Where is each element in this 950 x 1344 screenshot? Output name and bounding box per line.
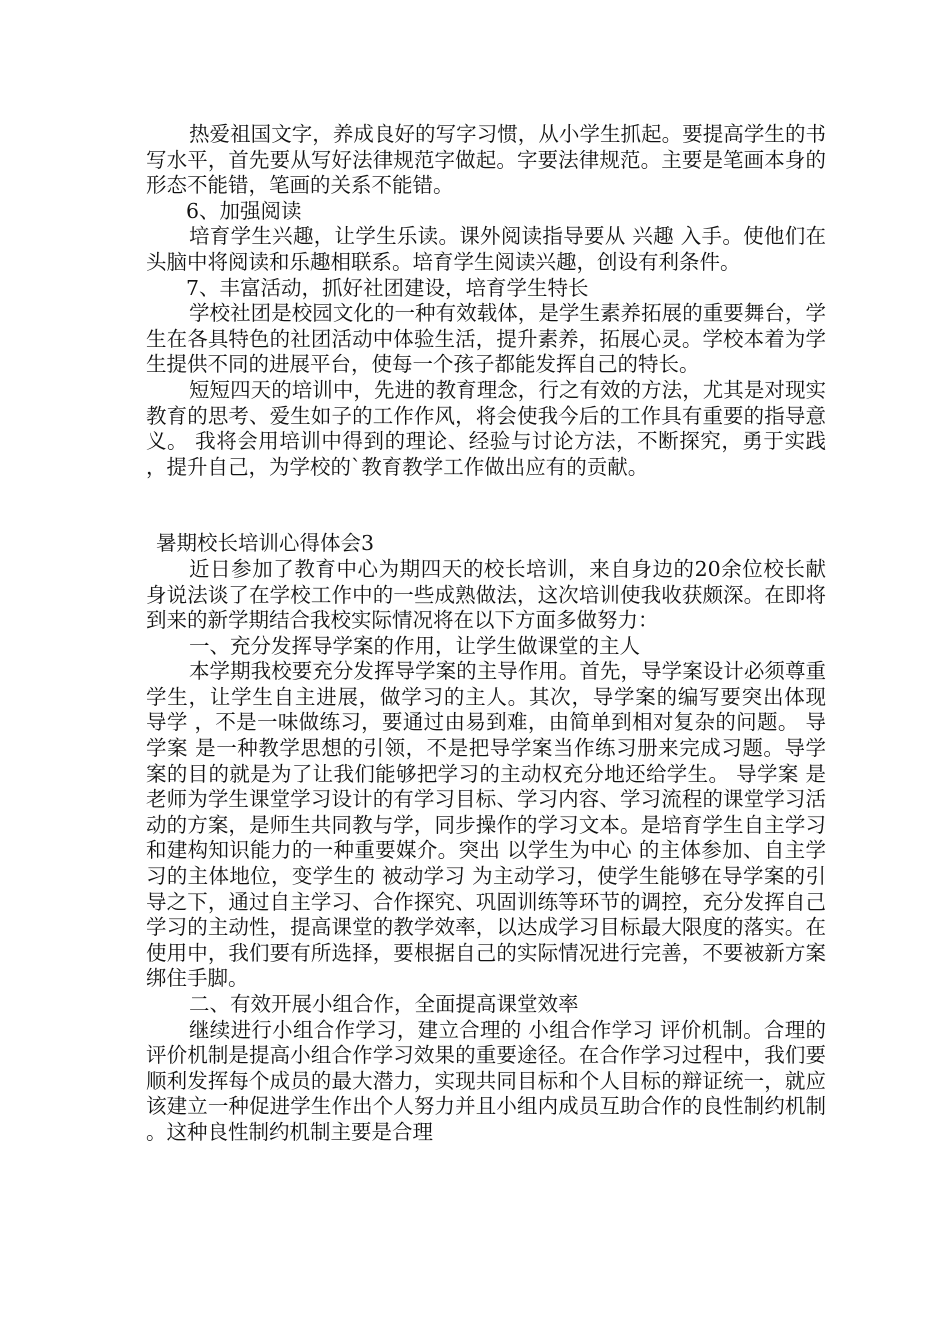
heading-reading: 6、加强阅读 (186, 198, 302, 223)
heading-guided-learning: 一、充分发挥导学案的作用，让学生做课堂的主人 (189, 633, 640, 658)
paragraph-handwriting: 热爱祖国文字，养成良好的写字习惯，从小学生抓起。要提高学生的书写水平，首先要从写好法律规范字做起。字要法律规范。主要是笔画本身的形态不能错，笔画的关系不能错。 (146, 122, 826, 198)
heading-activities: 7、丰富活动，抓好社团建设，培育学生特长 (186, 275, 589, 300)
paragraph-group-cooperation: 继续进行小组合作学习，建立合理的 小组合作学习 评价机制。合理的评价机制是提高小组合作学习效果的重要途径。在合作学习过程中，我们要顺利发挥每个成员的最大潜力，实现共同目标和个人目标的辩证统一，就应该建立一种促进学生作出个人努力并且小组内成员互助合作的良性制约机制。这种良性制约机制主要是合理 (146, 1017, 826, 1144)
heading-group-cooperation: 二、有效开展小组合作，全面提高课堂效率 (189, 992, 579, 1016)
paragraph-clubs: 学校社团是校园文化的一种有效载体，是学生素养拓展的重要舞台，学生在各具特色的社团活动中体验生活，提升素养，拓展心灵。学校本着为学生提供不同的进展平台，使每一个孩子都能发挥自己的特长。 (146, 301, 826, 377)
document-page (146, 122, 826, 1146)
paragraph-conclusion: 短短四天的培训中，先进的教育理念，行之有效的方法，尤其是对现实教育的思考、爱生如子的工作作风，将会使我今后的工作具有重要的指导意义。 我将会用培训中得到的理论、经验与讨论方法，不断探究，勇于实践，提升自己，为学校的`教育教学工作做出应有的贡献。 (146, 377, 826, 479)
blank-spacer (146, 480, 826, 531)
section-title: 暑期校长培训心得体会3 (156, 531, 375, 556)
paragraph-reading: 培育学生兴趣，让学生乐读。课外阅读指导要从 兴趣 入手。使他们在头脑中将阅读和乐趣相联系。培育学生阅读兴趣，创设有利条件。 (146, 224, 826, 274)
paragraph-guided-learning: 本学期我校要充分发挥导学案的主导作用。首先，导学案设计必须尊重学生，让学生自主进展，做学习的主人。其次，导学案的编写要突出体现 导学 ，不是一味做练习，要通过由易到难，由简单到相对复杂的问题。 导学案 是一种教学思想的引领，不是把导学案当作练习册来完成习题。导学案的目的就是为了让我们能够把学习的主动权充分地还给学生。 导学案 是老师为学生课堂学习设计的有学习目标、学习内容、学习流程的课堂学习活动的方案，是师生共同教与学，同步操作的学习文本。是培育学生自主学习和建构知识能力的一种重要媒介。突出 以学生为中心 的主体参加、自主学习的主体地位，变学生的 被动学习 为主动学习，使学生能够在导学案的引导之下，通过自主学习、合作探究、巩固训练等环节的调控，充分发挥自己学习的主动性，提高课堂的教学效率，以达成学习目标最大限度的落实。在使用中，我们要有所选择，要根据自己的实际情况进行完善，不要被新方案绑住手脚。 (146, 659, 826, 991)
paragraph-intro: 近日参加了教育中心为期四天的校长培训，来自身边的20余位校长献身说法谈了在学校工作中的一些成熟做法，这次培训使我收获颇深。在即将到来的新学期结合我校实际情况将在以下方面多做努力： (146, 556, 826, 633)
